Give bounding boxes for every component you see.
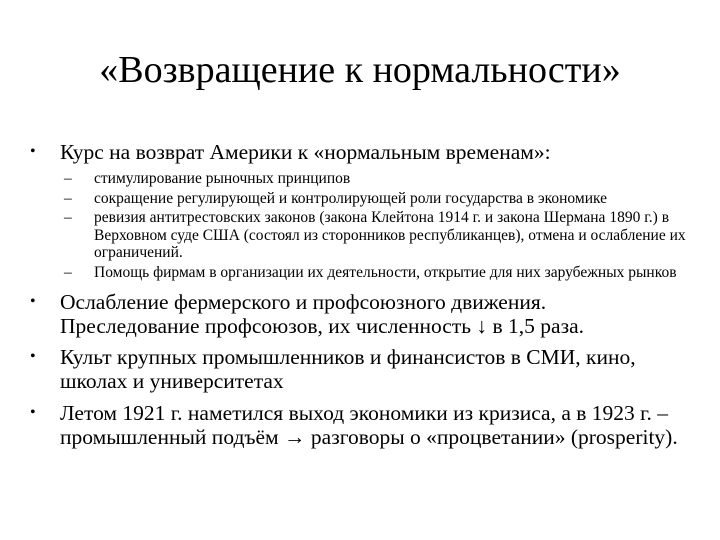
bullet-item-1	[28, 140, 688, 281]
bullet-item-3	[28, 345, 688, 393]
sub-text-4: Помощь фирмам в организации их деятельности, открытие для них зарубежных рынков	[94, 263, 677, 281]
sub-item-3	[60, 209, 688, 262]
bullet-text-1: Курс на возврат Америки к «нормальным временам»:	[60, 140, 551, 164]
bullet-icon: •	[30, 143, 36, 160]
dash-icon: –	[64, 263, 72, 281]
bullet-item-4	[28, 401, 688, 449]
sub-item-2	[60, 190, 688, 208]
bullet-list	[28, 140, 688, 449]
bullet-icon: •	[30, 293, 36, 310]
sub-item-1	[60, 170, 688, 188]
sub-text-1: стимулирование рыночных принципов	[94, 170, 351, 187]
bullet-item-2	[28, 290, 688, 338]
bullet-icon: •	[30, 348, 36, 365]
dash-icon: –	[64, 170, 72, 187]
slide-title: «Возвращение к нормальности»	[99, 49, 621, 91]
dash-icon: –	[64, 189, 72, 207]
sub-item-4	[60, 264, 688, 282]
bullet-text-3: Культ крупных промышленников и финансистов в СМИ, кино, школах и университетах	[60, 345, 636, 393]
bullet-icon: •	[30, 404, 36, 421]
dash-icon: –	[64, 209, 72, 226]
bullet-text-4: Летом 1921 г. наметился выход экономики из кризиса, а в 1923 г. – промышленный подъём → разговоры о «процветании» (prosperity).	[60, 401, 678, 449]
slide-body	[28, 140, 688, 449]
sub-text-3: ревизия антитрестовских законов (закона Клейтона 1914 г. и закона Шермана 1890 г.) в Верховном суде США (состоял из сторонников республиканцев), отмена и ослабление их ограничений.	[94, 209, 686, 261]
sub-text-2: сокращение регулирующей и контролирующей роли государства в экономике	[94, 189, 608, 207]
sub-list	[60, 170, 688, 281]
bullet-text-2: Ослабление фермерского и профсоюзного движения. Преследование профсоюзов, их численность ↓ в 1,5 раза.	[60, 290, 585, 338]
